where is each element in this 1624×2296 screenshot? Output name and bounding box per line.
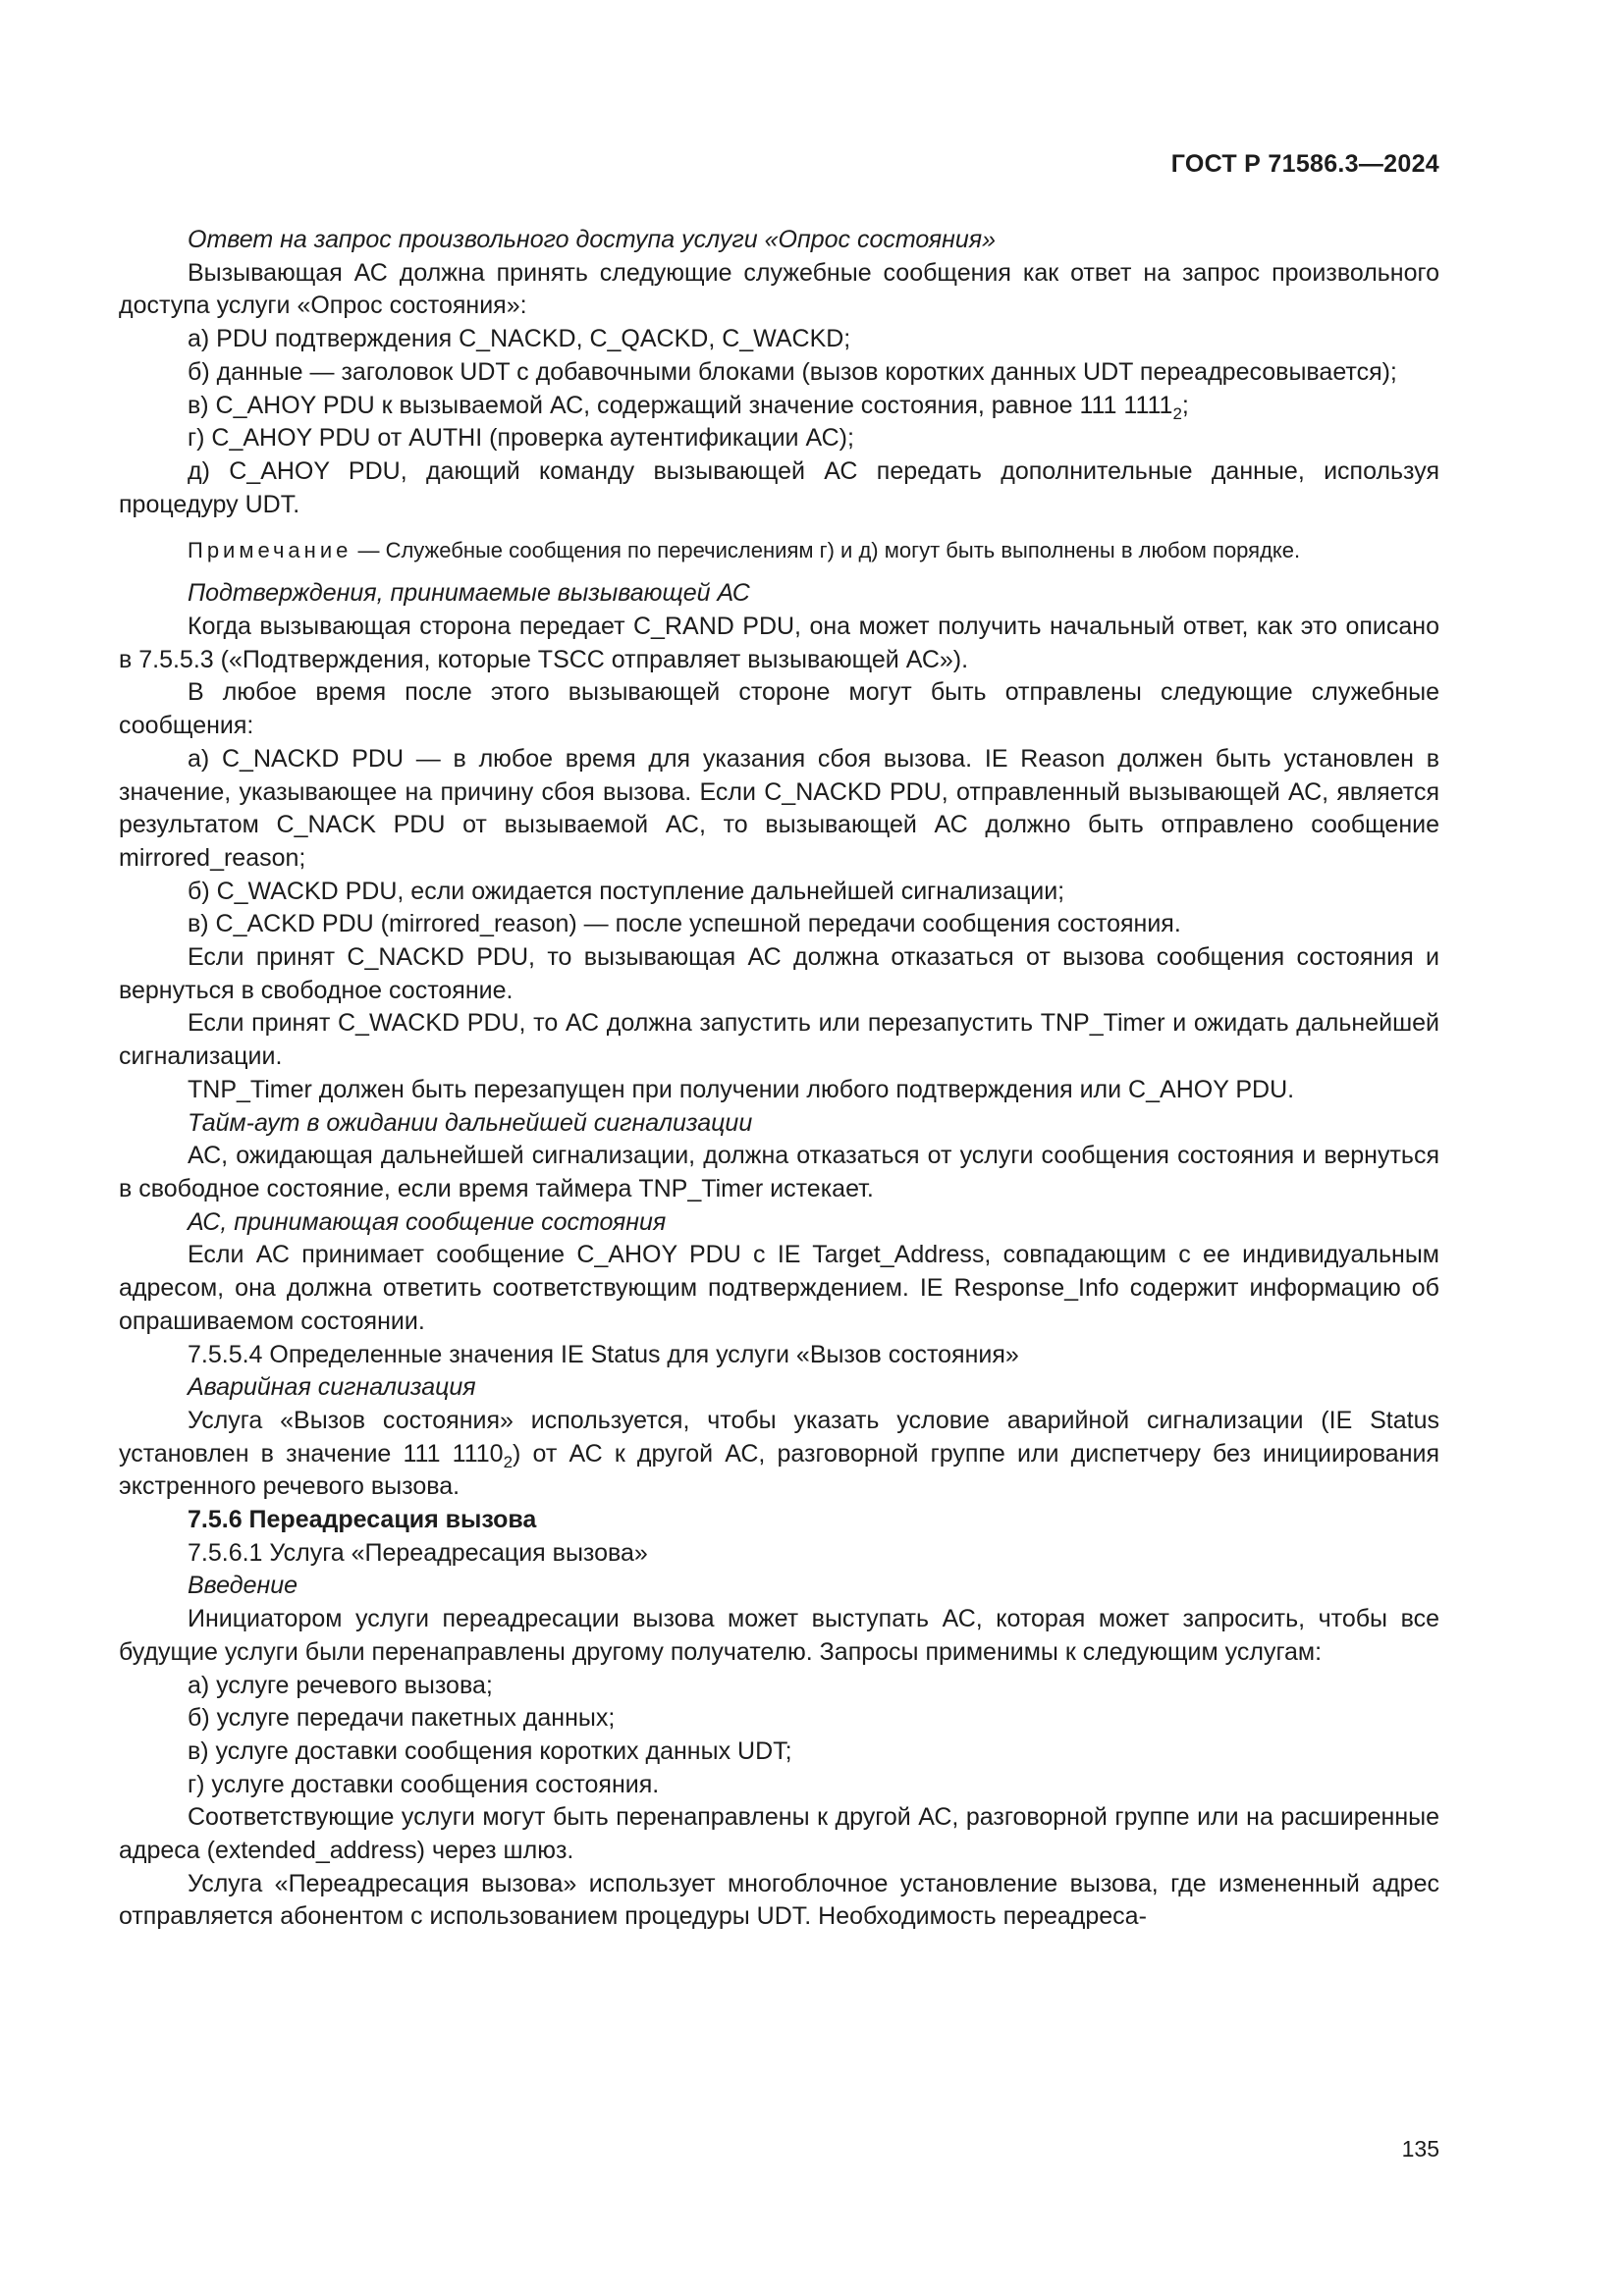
note-text: — Служебные сообщения по перечислениям г) и д) могут быть выполнены в любом порядке. [352, 538, 1301, 563]
paragraph: Услуга «Переадресация вызова» использует многоблочное установление вызова, где измененный адрес отправляется абонентом с использованием процедуры UDT. Необходимость переадреса- [119, 1869, 1439, 1931]
subheading: Тайм-аут в ожидании дальнейшей сигнализации [188, 1108, 753, 1137]
paragraph: АС, ожидающая дальнейшей сигнализации, должна отказаться от услуги сообщения состояния и вернуться в свободное состояние, если время таймера TNP_Timer истекает. [119, 1142, 1439, 1202]
paragraph: в) C_ACKD PDU (mirrored_reason) — после успешной передачи сообщения состояния. [188, 910, 1181, 938]
paragraph: Соответствующие услуги могут быть перенаправлены к другой АС, разговорной группе или на расширенные адреса (extended_address) через шлюз. [119, 1803, 1439, 1865]
paragraph-text: ) от АС к другой АС, разговорной группе или диспетчеру без инициирования экстренного речевого вызова. [119, 1439, 1440, 1501]
paragraph: В любое время после этого вызывающей стороне могут быть отправлены следующие служебные сообщения: [119, 678, 1439, 740]
paragraph-text: в) C_AHOY PDU к вызываемой АС, содержащий значение состояния, равное 111 1111 [188, 391, 1173, 419]
subheading: Ответ на запрос произвольного доступа услуги «Опрос состояния» [188, 226, 997, 253]
paragraph [119, 390, 1439, 423]
paragraph: 7.5.5.4 Определенные значения IE Status для услуги «Вызов состояния» [188, 1340, 1019, 1368]
paragraph: Если принят C_WACKD PDU, то АС должна запустить или перезапустить TNP_Timer и ожидать дальнейшей сигнализации. [119, 1009, 1439, 1071]
subheading: Аварийная сигнализация [188, 1373, 476, 1402]
paragraph: а) услуге речевого вызова; [188, 1671, 493, 1699]
paragraph: TNP_Timer должен быть перезапущен при получении любого подтверждения или C_AHOY PDU. [188, 1075, 1295, 1103]
paragraph: б) услуге передачи пакетных данных; [188, 1704, 616, 1733]
paragraph: д) C_AHOY PDU, дающий команду вызывающей АС передать дополнительные данные, используя процедуру UDT. [119, 456, 1439, 518]
paragraph-text: ; [1181, 391, 1189, 419]
paragraph: б) C_WACKD PDU, если ожидается поступление дальнейшей сигнализации; [188, 877, 1065, 905]
page-number: 135 [1401, 2136, 1439, 2162]
subheading: Подтверждения, принимаемые вызывающей АС [188, 579, 750, 608]
paragraph: Вызывающая АС должна принять следующие служебные сообщения как ответ на запрос произвольного доступа услуги «Опрос состояния»: [119, 258, 1439, 320]
subscript: 2 [503, 1452, 514, 1471]
subheading: АС, принимающая сообщение состояния [188, 1207, 667, 1236]
paragraph: г) C_AHOY PDU от AUTHI (проверка аутентификации АС); [188, 424, 854, 453]
subheading: Введение [188, 1572, 298, 1600]
paragraph: а) PDU подтверждения C_NACKD, C_QACKD, C_WACKD; [188, 325, 851, 353]
document-id: ГОСТ Р 71586.3—2024 [1170, 150, 1439, 178]
paragraph: г) услуге доставки сообщения состояния. [188, 1770, 660, 1798]
paragraph-text: Услуга «Вызов состояния» используется, чтобы указать условие аварийной сигнализации (IE Status установлен в значение 111 1110 [119, 1406, 1439, 1468]
paragraph: 7.5.6.1 Услуга «Переадресация вызова» [188, 1538, 648, 1567]
note [119, 535, 1439, 565]
section-heading: 7.5.6 Переадресация вызова [188, 1506, 537, 1534]
subscript: 2 [1172, 403, 1182, 423]
paragraph: Инициатором услуги переадресации вызова может выступать АС, которая может запросить, чтобы все будущие услуги были перенаправлены другому получателю. Запросы применимы к следующим услугам: [119, 1605, 1439, 1666]
paragraph: б) данные — заголовок UDT с добавочными блоками (вызов коротких данных UDT переадресовывается); [188, 357, 1397, 386]
paragraph [119, 1405, 1439, 1504]
paragraph: Если принят C_NACKD PDU, то вызывающая АС должна отказаться от вызова сообщения состояния и вернуться в свободное состояние. [119, 943, 1439, 1004]
paragraph: в) услуге доставки сообщения коротких данных UDT; [188, 1736, 792, 1765]
paragraph: Если АС принимает сообщение C_AHOY PDU с IE Target_Address, совпадающим с ее индивидуальным адресом, она должна ответить соответствующим подтверждением. IE Response_Info содержит информацию об опрашиваемом состоянии. [119, 1241, 1439, 1335]
page-body [119, 224, 1439, 1934]
paragraph: Когда вызывающая сторона передает C_RAND PDU, она может получить начальный ответ, как это описано в 7.5.5.3 («Подтверждения, которые TSCC отправляет вызывающей АС»). [119, 613, 1439, 673]
paragraph: а) C_NACKD PDU — в любое время для указания сбоя вызова. IE Reason должен быть установлен в значение, указывающее на причину сбоя вызова. Если C_NACKD PDU, отправленный вызывающей АС, является результатом C_NACK PDU от вызываемой АС, то вызывающей АС должно быть отправлено сообщение mirrored_reason; [119, 744, 1439, 872]
note-label: Примечание [188, 538, 352, 563]
